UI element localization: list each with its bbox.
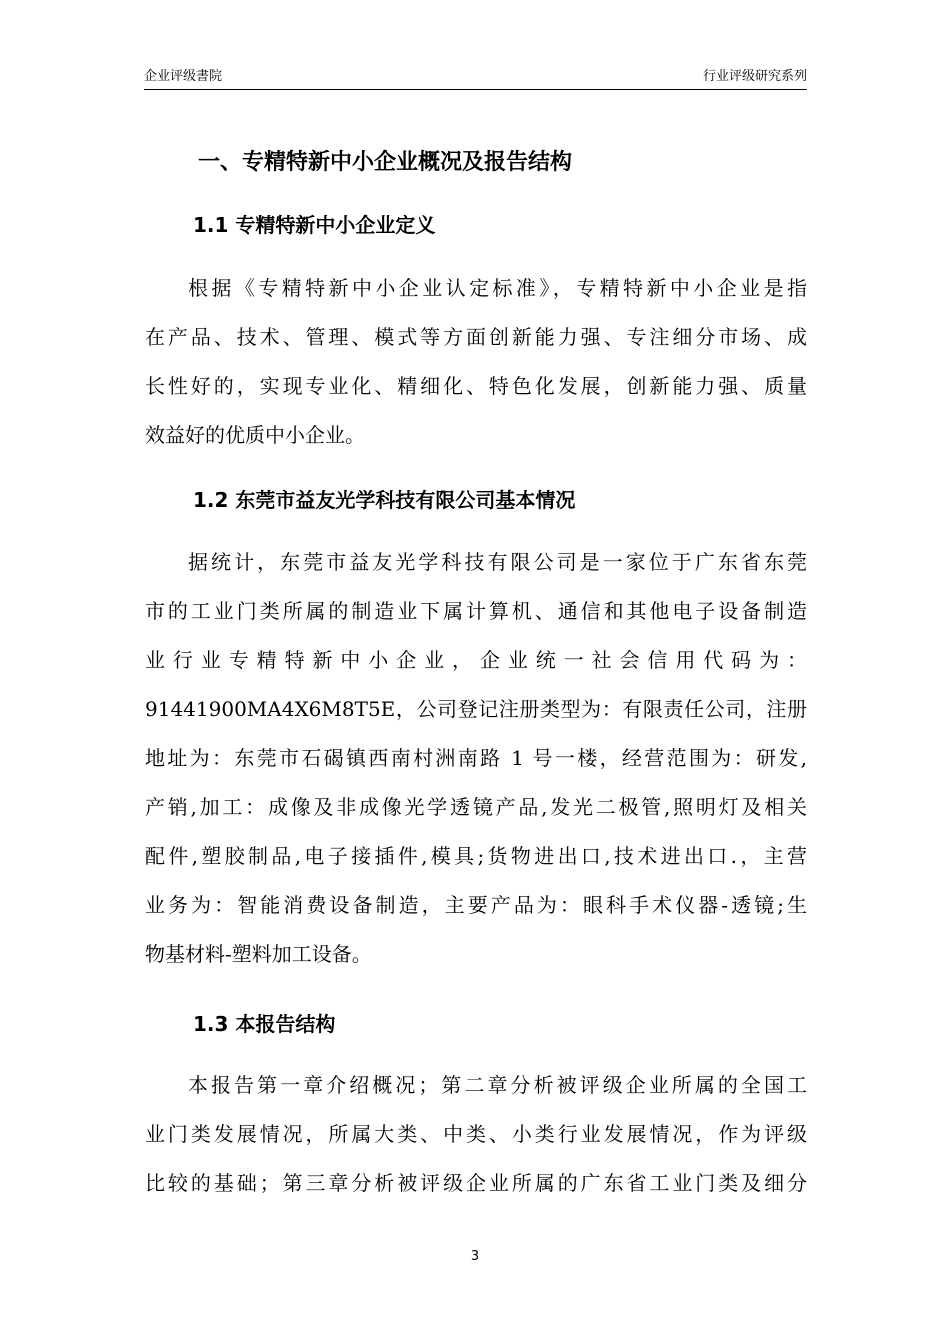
page-number: 3 [470,1249,480,1264]
paragraph-line: 业门类发展情况，所属大类、中类、小类行业发展情况，作为评级 [145,1122,807,1146]
paragraph-line: 据统计，东莞市益友光学科技有限公司是一家位于广东省东莞 [188,550,807,574]
section-title: 一、专精特新中小企业概况及报告结构 [198,150,573,175]
heading-1-3: 1.3 本报告结构 [193,1012,336,1036]
paragraph-line: 业务为：智能消费设备制造，主要产品为：眼科手术仪器-透镜;生 [145,893,807,917]
paragraph-line: 地址为：东莞市石碣镇西南村洲南路 1 号一楼，经营范围为：研发, [145,746,807,770]
paragraph-line: 比较的基础；第三章分析被评级企业所属的广东省工业门类及细分 [145,1171,807,1195]
paragraph-definition [145,264,807,460]
paragraph-report-structure [145,1061,807,1208]
header-right-title: 行业评级研究系列 [702,69,807,84]
paragraph-line: 业行业专精特新中小企业，企业统一社会信用代码为： [145,648,807,672]
paragraph-line: 长性好的，实现专业化、精细化、特色化发展，创新能力强、质量 [145,374,807,398]
paragraph-line: 本报告第一章介绍概况；第二章分析被评级企业所属的全国工 [188,1073,807,1097]
heading-1-2: 1.2 东莞市益友光学科技有限公司基本情况 [193,488,576,512]
heading-1-1: 1.1 专精特新中小企业定义 [193,213,436,237]
header-divider [144,89,807,90]
paragraph-company-info [145,538,807,979]
header-left-title: 企业评级書院 [144,69,223,84]
paragraph-line: 物基材料-塑料加工设备。 [145,942,372,966]
paragraph-line: 效益好的优质中小企业。 [145,423,365,447]
paragraph-line: 市的工业门类所属的制造业下属计算机、通信和其他电子设备制造 [145,599,807,623]
paragraph-line: 产销,加工：成像及非成像光学透镜产品,发光二极管,照明灯及相关 [145,795,807,819]
paragraph-line: 在产品、技术、管理、模式等方面创新能力强、专注细分市场、成 [145,325,807,349]
paragraph-line: 根据《专精特新中小企业认定标准》，专精特新中小企业是指 [188,276,807,300]
paragraph-line: 配件,塑胶制品,电子接插件,模具;货物进出口,技术进出口.，主营 [145,844,807,868]
paragraph-line: 91441900MA4X6M8T5E，公司登记注册类型为：有限责任公司，注册 [145,697,807,721]
